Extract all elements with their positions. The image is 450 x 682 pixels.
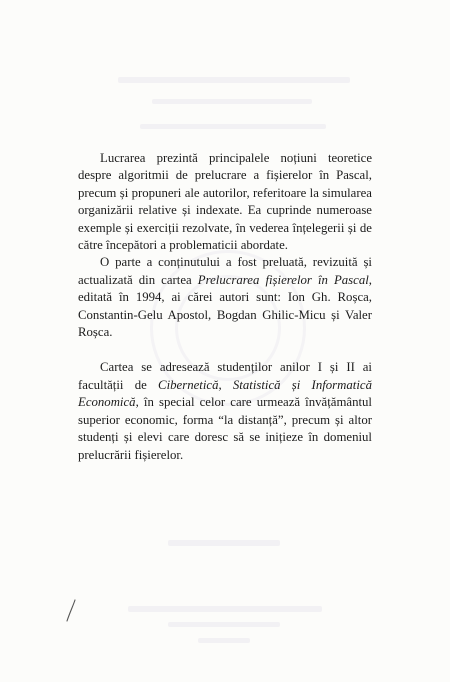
paragraph-source: O parte a conținutului a fost preluată, revizuită și actualizată din cartea Prelucrarea fișierelor în Pascal, editată în 1994, ai cărei autori sunt: Ion Gh. Roșca, Constantin-Gelu Apostol, Bogdan Ghilic-Micu și Valer Roșca. xyxy=(78,255,372,340)
bleed-through-line xyxy=(140,124,326,129)
bleed-through-line xyxy=(152,99,312,104)
bleed-through-line xyxy=(168,622,280,627)
paragraph-overview: Lucrarea prezintă principalele noțiuni teoretice despre algoritmii de prelucrare a fișierelor în Pascal, precum și propuneri ale autorilor, referitoare la simularea organizării relative și indexate. Ea cuprinde numeroase exemple și exerciții rezolvate, în vederea înțelegerii și de către începători a problematicii abordate. xyxy=(78,151,372,253)
bleed-through-line xyxy=(128,606,322,612)
faculty-name: Cibernetică, Statistică și Informatică Economică xyxy=(78,377,372,410)
bleed-through-line xyxy=(168,540,280,546)
paragraph-audience: Cartea se adresează studenților anilor I și II ai facultății de Cibernetică, Statistică și Informatică Economică, în special celor care urmează învățământul superior economic, forma “la distanță”, precum și altor studenți și elevi care doresc să se inițieze în domeniul prelucrării fișierelor. xyxy=(78,360,372,462)
book-description xyxy=(78,150,372,464)
source-book-title: Prelucrarea fișierelor în Pascal xyxy=(197,272,369,287)
bleed-through-line xyxy=(118,77,350,83)
bleed-through-line xyxy=(198,638,250,643)
pen-mark xyxy=(64,598,80,624)
